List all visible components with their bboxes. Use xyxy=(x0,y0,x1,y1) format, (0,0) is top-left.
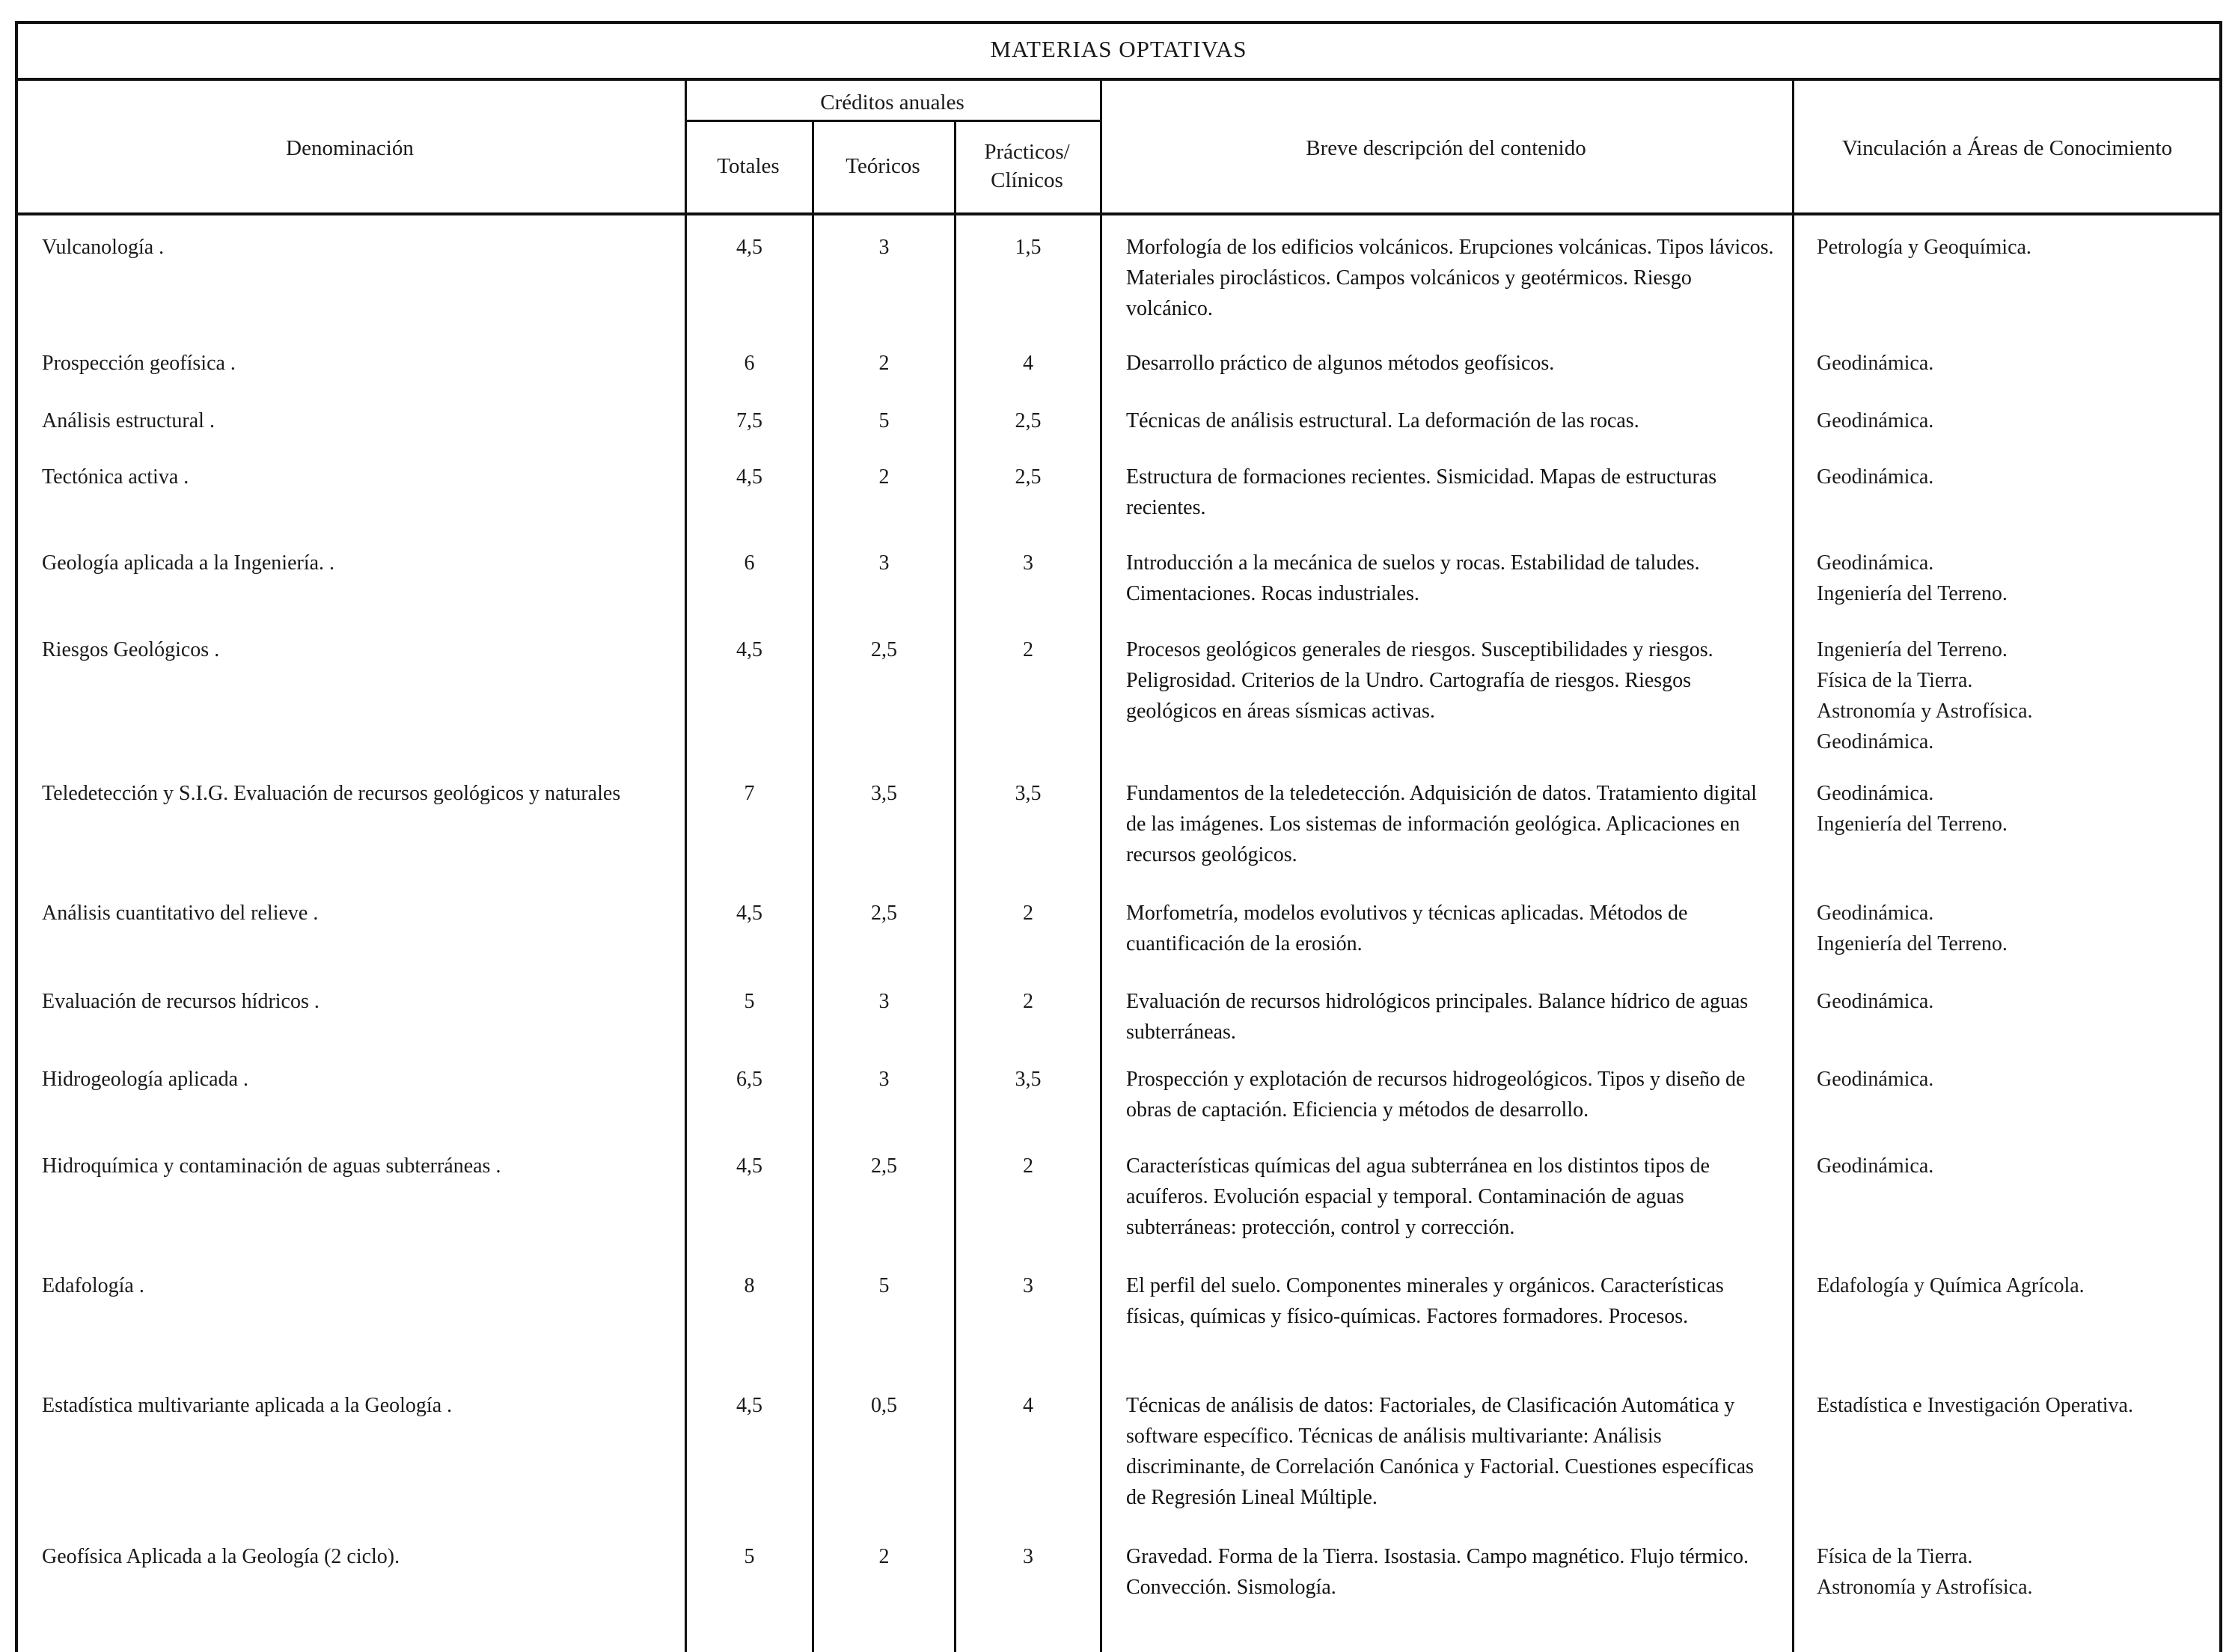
header-descripcion: Breve descripción del contenido xyxy=(1306,136,1586,160)
subject-name: Tectónica activa . xyxy=(42,465,189,489)
creditos-divider xyxy=(685,120,1100,122)
credits-theory: 2 xyxy=(878,352,890,375)
knowledge-area: Geodinámica. Ingeniería del Terreno. xyxy=(1817,782,2008,836)
column-divider xyxy=(1100,81,1102,1652)
credits-practice: 3 xyxy=(1023,1274,1033,1297)
knowledge-area: Ingeniería del Terreno. Física de la Tierra. Astronomía y Astrofísica. Geodinámica. xyxy=(1817,638,2033,753)
content-description: Técnicas de análisis estructural. La deformación de las rocas. xyxy=(1126,409,1639,432)
table-title: MATERIAS OPTATIVAS xyxy=(15,21,2222,81)
content-description: Estructura de formaciones recientes. Sismicidad. Mapas de estructuras recientes. xyxy=(1126,465,1717,519)
header-vinculacion: Vinculación a Áreas de Conocimiento xyxy=(1841,136,2173,160)
content-description: Características químicas del agua subterránea en los distintos tipos de acuíferos. Evolución espacial y temporal. Contaminación de aguas subterráneas: protección, control y corrección. xyxy=(1126,1154,1710,1239)
knowledge-area: Geodinámica. xyxy=(1817,465,1934,489)
content-description: El perfil del suelo. Componentes minerales y orgánicos. Características físicas, químicas y físico-químicas. Factores formadores. Procesos. xyxy=(1126,1274,1724,1328)
knowledge-area: Geodinámica. Ingeniería del Terreno. xyxy=(1817,551,2008,605)
credits-practice: 1,5 xyxy=(1015,236,1042,259)
credits-practice: 3,5 xyxy=(1015,1068,1042,1091)
credits-theory: 2 xyxy=(878,465,890,489)
credits-practice: 2 xyxy=(1023,990,1033,1013)
content-description: Gravedad. Forma de la Tierra. Isostasia. Campo magnético. Flujo térmico. Convección. Sismología. xyxy=(1126,1545,1749,1599)
credits-practice: 2 xyxy=(1023,1154,1033,1178)
header-denominacion: Denominación xyxy=(286,136,414,160)
credits-theory: 3 xyxy=(878,551,890,575)
credits-total: 4,5 xyxy=(736,902,762,925)
credits-total: 8 xyxy=(744,1274,755,1297)
header-practicos: Prácticos/ Clínicos xyxy=(984,140,1070,192)
subject-name: Hidroquímica y contaminación de aguas subterráneas . xyxy=(42,1154,501,1178)
credits-theory: 3 xyxy=(878,990,890,1013)
credits-practice: 2 xyxy=(1023,638,1033,661)
knowledge-area: Estadística e Investigación Operativa. xyxy=(1817,1394,2133,1417)
subject-name: Teledetección y S.I.G. Evaluación de recursos geológicos y naturales xyxy=(42,782,621,805)
subject-name: Geología aplicada a la Ingeniería. . xyxy=(42,551,335,575)
content-description: Evaluación de recursos hidrológicos principales. Balance hídrico de aguas subterráneas. xyxy=(1126,990,1749,1044)
subject-name: Riesgos Geológicos . xyxy=(42,638,220,661)
credits-total: 4,5 xyxy=(736,638,762,661)
subject-name: Evaluación de recursos hídricos . xyxy=(42,990,319,1013)
content-description: Morfología de los edificios volcánicos. Erupciones volcánicas. Tipos lávicos. Materiales piroclásticos. Campos volcánicos y geotérmicos. Riesgo volcánico. xyxy=(1126,236,1774,320)
credits-total: 6,5 xyxy=(736,1068,762,1091)
credits-theory: 3 xyxy=(878,236,890,259)
credits-theory: 5 xyxy=(878,1274,890,1297)
knowledge-area: Geodinámica. xyxy=(1817,990,1934,1013)
content-description: Procesos geológicos generales de riesgos. Susceptibilidades y riesgos. Peligrosidad. Criterios de la Undro. Cartografía de riesgos. Riesgos geológicos en áreas sísmicas activas. xyxy=(1126,638,1713,723)
credits-theory: 2,5 xyxy=(871,902,897,925)
credits-total: 5 xyxy=(744,1545,755,1568)
knowledge-area: Geodinámica. Ingeniería del Terreno. xyxy=(1817,902,2008,955)
content-description: Fundamentos de la teledetección. Adquisición de datos. Tratamiento digital de las imágenes. Los sistemas de información geológica. Aplicaciones en recursos geológicos. xyxy=(1126,782,1757,866)
credits-theory: 2,5 xyxy=(871,1154,897,1178)
knowledge-area: Geodinámica. xyxy=(1817,1068,1934,1091)
knowledge-area: Edafología y Química Agrícola. xyxy=(1817,1274,2085,1297)
table-header xyxy=(15,81,2222,215)
subject-name: Hidrogeología aplicada . xyxy=(42,1068,249,1091)
header-creditos: Créditos anuales xyxy=(820,91,964,114)
subject-name: Geofísica Aplicada a la Geología (2 ciclo). xyxy=(42,1545,400,1568)
credits-theory: 3 xyxy=(878,1068,890,1091)
knowledge-area: Geodinámica. xyxy=(1817,409,1934,432)
credits-total: 5 xyxy=(744,990,755,1013)
knowledge-area: Petrología y Geoquímica. xyxy=(1817,236,2031,259)
content-description: Morfometría, modelos evolutivos y técnicas aplicadas. Métodos de cuantificación de la erosión. xyxy=(1126,902,1688,955)
subject-name: Análisis estructural . xyxy=(42,409,215,432)
header-teoricos: Teóricos xyxy=(846,154,920,178)
knowledge-area: Geodinámica. xyxy=(1817,1154,1934,1178)
credits-total: 4,5 xyxy=(736,1394,762,1417)
credits-total: 6 xyxy=(744,551,755,575)
credits-practice: 2,5 xyxy=(1015,409,1042,432)
content-description: Prospección y explotación de recursos hidrogeológicos. Tipos y diseño de obras de captación. Eficiencia y métodos de desarrollo. xyxy=(1126,1068,1746,1122)
credits-theory: 0,5 xyxy=(871,1394,897,1417)
content-description: Desarrollo práctico de algunos métodos geofísicos. xyxy=(1126,352,1555,375)
credits-practice: 3 xyxy=(1023,551,1033,575)
credits-theory: 2 xyxy=(878,1545,890,1568)
credits-total: 7,5 xyxy=(736,409,762,432)
knowledge-area: Geodinámica. xyxy=(1817,352,1934,375)
credits-theory: 3,5 xyxy=(871,782,897,805)
credits-total: 4,5 xyxy=(736,1154,762,1178)
credits-practice: 2,5 xyxy=(1015,465,1042,489)
credits-total: 4,5 xyxy=(736,236,762,259)
subject-name: Vulcanología . xyxy=(42,236,165,259)
subject-name: Edafología . xyxy=(42,1274,144,1297)
credits-practice: 3,5 xyxy=(1015,782,1042,805)
credits-practice: 2 xyxy=(1023,902,1033,925)
credits-theory: 5 xyxy=(878,409,890,432)
knowledge-area: Física de la Tierra. Astronomía y Astrofísica. xyxy=(1817,1545,2033,1599)
header-totales: Totales xyxy=(717,154,780,178)
credits-theory: 2,5 xyxy=(871,638,897,661)
column-divider xyxy=(1792,81,1794,1652)
credits-total: 6 xyxy=(744,352,755,375)
credits-practice: 3 xyxy=(1023,1545,1033,1568)
content-description: Introducción a la mecánica de suelos y rocas. Estabilidad de taludes. Cimentaciones. Rocas industriales. xyxy=(1126,551,1700,605)
subject-name: Análisis cuantitativo del relieve . xyxy=(42,902,319,925)
credits-practice: 4 xyxy=(1023,1394,1033,1417)
credits-practice: 4 xyxy=(1023,352,1033,375)
credits-total: 7 xyxy=(744,782,755,805)
subject-name: Estadística multivariante aplicada a la Geología . xyxy=(42,1394,453,1417)
content-description: Técnicas de análisis de datos: Factoriales, de Clasificación Automática y software específico. Técnicas de análisis multivariante: Análisis discriminante, de Correlación Canónica y Factorial. Cuestiones específicas de Regresión Lineal Múltiple. xyxy=(1126,1394,1754,1509)
credits-total: 4,5 xyxy=(736,465,762,489)
subject-name: Prospección geofísica . xyxy=(42,352,236,375)
